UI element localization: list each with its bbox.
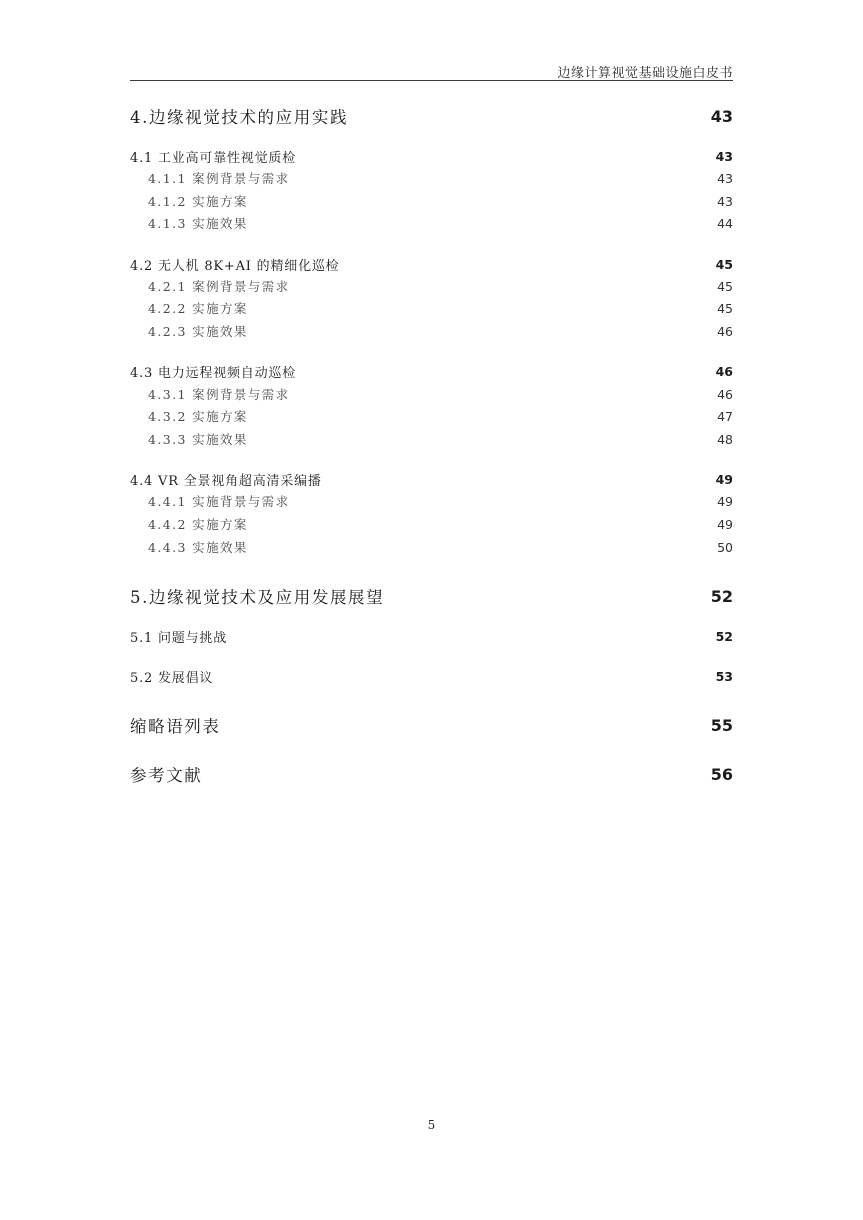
- toc-entry-label: 5.1 问题与挑战: [130, 630, 228, 646]
- page-header: [130, 60, 733, 81]
- toc-subsection-4-4-2[interactable]: [130, 515, 733, 533]
- toc-entry-page: 45: [717, 278, 733, 294]
- toc-entry-label: 5.2 发展倡议: [130, 670, 214, 686]
- toc-entry-label: 4.2 无人机 8K+AI 的精细化巡检: [130, 258, 340, 274]
- toc-section-5-1[interactable]: [130, 627, 733, 645]
- toc-entry-label: 4.4.3 实施效果: [148, 540, 248, 555]
- toc-entry-label: 4.4 VR 全景视角超高清采编播: [130, 473, 322, 489]
- toc-entry-page: 43: [717, 170, 733, 186]
- toc-entry-label: 4.4.2 实施方案: [148, 517, 248, 532]
- toc-entry-page: 50: [717, 539, 733, 555]
- toc-entry-label: 4.2.3 实施效果: [148, 324, 248, 339]
- toc-entry-page: 48: [717, 431, 733, 447]
- toc-entry-page: 52: [710, 586, 733, 606]
- toc-section-5-2[interactable]: [130, 667, 733, 685]
- toc-entry-page: 44: [717, 215, 733, 231]
- toc-entry-page: 53: [715, 668, 733, 684]
- toc-subsection-4-1-1[interactable]: [130, 169, 733, 187]
- toc-subsection-4-3-1[interactable]: [130, 385, 733, 403]
- toc-entry-page: 45: [717, 300, 733, 316]
- toc-entry-page: 55: [710, 715, 733, 735]
- toc-entry-page: 49: [715, 471, 733, 487]
- toc-subsection-4-4-1[interactable]: [130, 492, 733, 510]
- toc-subsection-4-2-3[interactable]: [130, 322, 733, 340]
- toc-abbreviations[interactable]: [130, 714, 733, 736]
- toc-entry-page: 47: [717, 408, 733, 424]
- toc-chapter-5[interactable]: [130, 585, 733, 607]
- toc-entry-label: 4.边缘视觉技术的应用实践: [130, 108, 349, 127]
- toc-section-4-1[interactable]: [130, 147, 733, 165]
- toc-entry-page: 46: [717, 323, 733, 339]
- toc-entry-label: 5.边缘视觉技术及应用发展展望: [130, 588, 385, 607]
- toc-entry-page: 52: [715, 628, 733, 644]
- toc-entry-page: 45: [715, 256, 733, 272]
- toc-entry-label: 4.1.3 实施效果: [148, 216, 248, 231]
- toc-section-4-2[interactable]: [130, 255, 733, 273]
- toc-entry-label: 4.4.1 实施背景与需求: [148, 494, 290, 509]
- toc-entry-label: 4.1 工业高可靠性视觉质检: [130, 150, 297, 166]
- page-number: 5: [427, 1118, 436, 1132]
- toc-entry-page: 43: [715, 148, 733, 164]
- toc-entry-page: 46: [715, 363, 733, 379]
- toc-entry-label: 4.3.2 实施方案: [148, 409, 248, 424]
- toc-entry-page: 56: [710, 764, 733, 784]
- toc-entry-page: 46: [717, 386, 733, 402]
- toc-subsection-4-1-3[interactable]: [130, 214, 733, 232]
- toc-entry-page: 49: [717, 493, 733, 509]
- toc-entry-label: 4.3 电力远程视频自动巡检: [130, 365, 297, 381]
- toc-entry-label: 缩略语列表: [130, 717, 221, 736]
- toc-section-4-3[interactable]: [130, 362, 733, 380]
- toc-entry-label: 4.2.2 实施方案: [148, 301, 248, 316]
- toc-entry-label: 4.1.1 案例背景与需求: [148, 171, 290, 186]
- toc-entry-label: 4.3.1 案例背景与需求: [148, 387, 290, 402]
- toc-entry-label: 参考文献: [130, 766, 203, 785]
- toc-entry-label: 4.2.1 案例背景与需求: [148, 279, 290, 294]
- header-title: 边缘计算视觉基础设施白皮书: [557, 66, 733, 81]
- toc-entry-page: 43: [717, 193, 733, 209]
- toc-entry-page: 49: [717, 516, 733, 532]
- toc-entry-label: 4.3.3 实施效果: [148, 432, 248, 447]
- toc-subsection-4-1-2[interactable]: [130, 192, 733, 210]
- toc-subsection-4-4-3[interactable]: [130, 538, 733, 556]
- toc-chapter-4[interactable]: [130, 105, 733, 127]
- toc-subsection-4-2-1[interactable]: [130, 277, 733, 295]
- toc-entry-page: 43: [710, 106, 733, 126]
- toc-subsection-4-3-3[interactable]: [130, 430, 733, 448]
- toc-entry-label: 4.1.2 实施方案: [148, 194, 248, 209]
- toc-subsection-4-3-2[interactable]: [130, 407, 733, 425]
- toc-section-4-4[interactable]: [130, 470, 733, 488]
- toc-references[interactable]: [130, 763, 733, 785]
- toc-subsection-4-2-2[interactable]: [130, 299, 733, 317]
